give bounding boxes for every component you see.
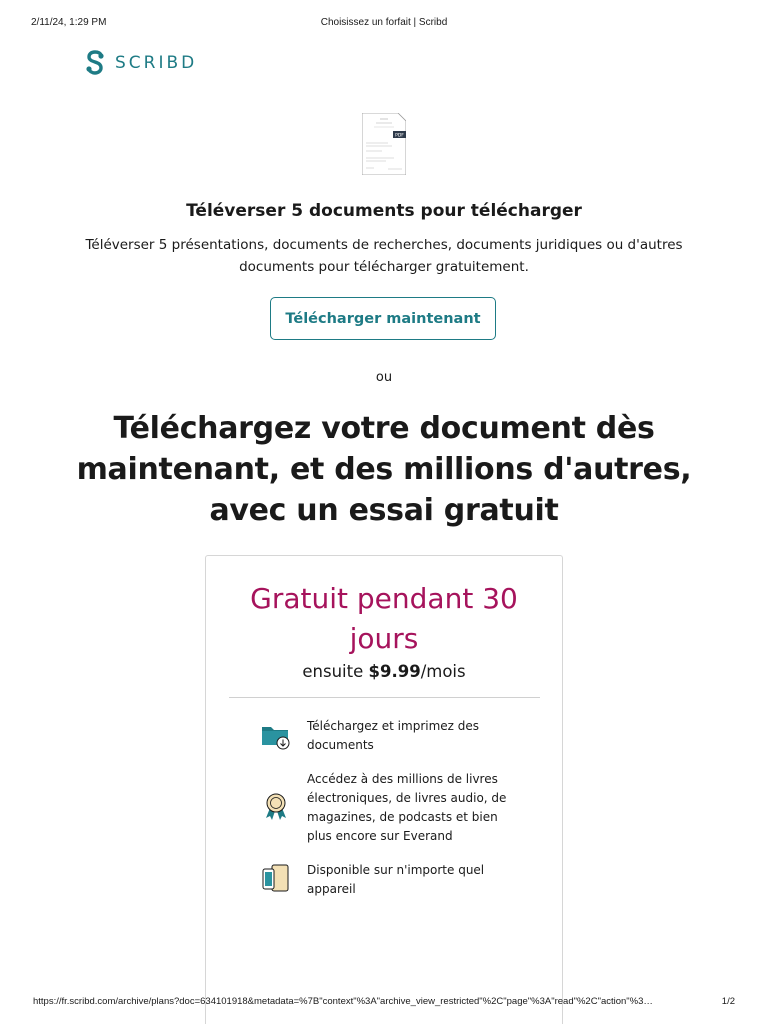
price-suffix: /mois <box>420 662 466 681</box>
feature-text: Accédez à des millions de livres électroniques, de livres audio, de magazines, de podcasts et bien plus encore sur Everand <box>307 772 507 843</box>
feature-text: Disponible sur n'importe quel appareil <box>307 863 485 896</box>
print-page-number: 1/2 <box>721 996 735 1007</box>
divider <box>229 697 540 698</box>
price-amount: $9.99 <box>368 662 421 681</box>
award-ribbon-icon <box>261 792 291 822</box>
svg-text:PDF: PDF <box>395 133 404 139</box>
upload-description: Téléverser 5 présentations, documents de recherches, documents juridiques ou d'autres documents pour télécharger gratuitement. <box>85 237 683 275</box>
scribd-logo-icon <box>84 50 106 75</box>
trial-headline: Téléchargez votre document dès maintenant, et des millions d'autres, avec un essai gratuit <box>76 411 692 528</box>
print-date: 2/11/24, 1:29 PM <box>31 17 107 28</box>
price-prefix: ensuite <box>302 662 364 681</box>
print-header <box>0 17 768 31</box>
plan-card[interactable] <box>205 555 563 1024</box>
devices-icon <box>261 863 291 893</box>
plan-price <box>206 662 562 681</box>
print-url: https://fr.scribd.com/archive/plans?doc=634101918&metadata=%7B"context"%3A"archive_view_restricted"%2C"page"%3A"read"%2C"action"%3… <box>33 996 653 1007</box>
feature-text: Téléchargez et imprimez des documents <box>307 719 480 752</box>
download-now-button[interactable]: Télécharger maintenant <box>270 297 496 340</box>
folder-download-icon <box>261 721 291 751</box>
scribd-logo[interactable] <box>84 50 197 75</box>
or-separator: ou <box>375 370 393 385</box>
scribd-wordmark: SCRIBD <box>115 52 198 73</box>
print-footer <box>0 996 768 1010</box>
plan-title: Gratuit pendant 30 jours <box>250 582 518 655</box>
upload-title: Téléverser 5 documents pour télécharger <box>186 201 582 221</box>
print-page-title: Choisissez un forfait | Scribd <box>320 17 448 28</box>
document-thumbnail <box>362 113 406 175</box>
